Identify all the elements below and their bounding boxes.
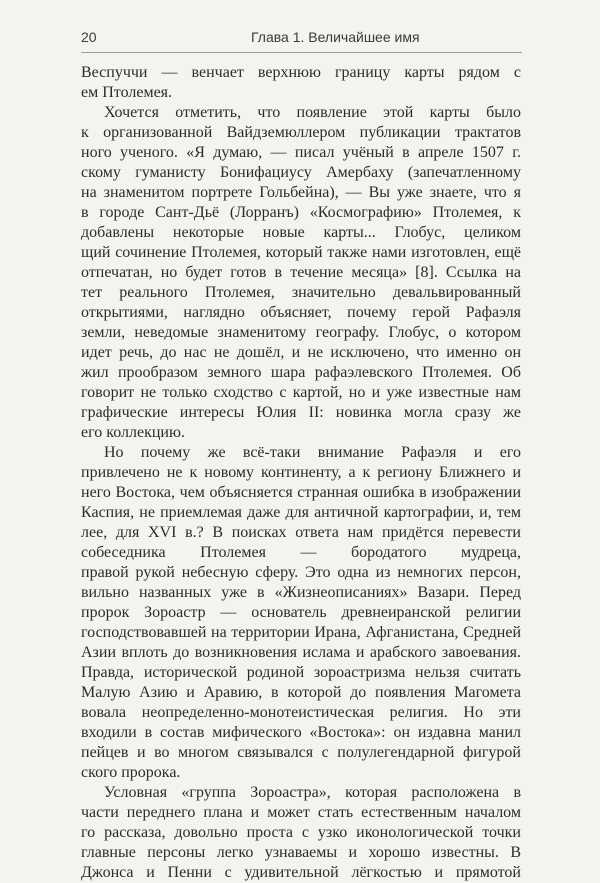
text-line: Малую Азию и Аравию, в которой до появления Магомета bbox=[81, 684, 521, 701]
text-line: скому гуманисту Бонифациусу Амербаху (запечатленному bbox=[81, 164, 521, 181]
text-line: Правда, исторической родиной зороастризма нельзя считать bbox=[81, 664, 521, 681]
text-line: на знаменитом портрете Гольбейна), — Вы уже знаете, что я bbox=[81, 184, 521, 201]
text-line: Хочется отметить, что появление этой карты было bbox=[104, 104, 521, 121]
text-line: господствовавшей на территории Ирана, Афганистана, Средней bbox=[81, 624, 521, 641]
header-rule bbox=[81, 52, 522, 53]
text-line: тет реального Птолемея, значительно девальвированный bbox=[81, 284, 521, 301]
text-line: идет речь, до нас не дошёл, и не исключено, что именно он bbox=[81, 344, 521, 361]
text-line: привлечено не к новому континенту, а к региону Ближнего и bbox=[81, 464, 521, 481]
chapter-title: Глава 1. Величайшее имя bbox=[251, 29, 420, 45]
text-line: лее, для XVI в.? В поисках ответа нам придётся перевести bbox=[81, 524, 521, 541]
text-line: пророк Зороастр — основатель древнеиранской религии bbox=[81, 604, 521, 621]
text-line: входили в состав мифического «Востока»: он издавна манил bbox=[81, 724, 521, 741]
text-line: Джонса и Пенни с удивительной лёгкостью и прямотой bbox=[81, 864, 521, 881]
text-line: го рассказа, довольно проста с узко иконологической точки bbox=[81, 824, 521, 841]
text-line: его коллекцию. bbox=[81, 424, 185, 441]
text-line: к организованной Вайдземюллером публикации трактатов bbox=[81, 124, 521, 141]
text-line: вильно названных уже в «Жизнеописаниях» Вазари. Перед bbox=[81, 584, 521, 601]
text-line: него Востока, чем объясняется странная ошибка в изображении bbox=[81, 484, 521, 501]
text-line: части переднего плана и может стать естественным началом bbox=[81, 804, 521, 821]
text-line: пейцев и во многом связывался с полулегендарной фигурой bbox=[81, 744, 521, 761]
running-head bbox=[81, 29, 522, 51]
text-line: правой рукой небесную сферу. Это одна из немногих персон, bbox=[81, 564, 521, 581]
text-line: графические интересы Юлия II: новинка могла сразу же bbox=[81, 404, 521, 421]
text-line: в городе Сант-Дьё (Лорранъ) «Космографию» Птолемея, к bbox=[81, 204, 521, 221]
text-line: ем Птолемея. bbox=[81, 84, 173, 101]
text-line: вовала неопределенно-монотеистическая религия. Но эти bbox=[81, 704, 521, 721]
text-line: Но почему же всё-таки внимание Рафаэля и его bbox=[104, 444, 521, 461]
body-text bbox=[81, 63, 521, 883]
text-line: Каспия, не приемлемая даже для античной картографии, и, тем bbox=[81, 504, 521, 521]
text-line: Условная «группа Зороастра», которая расположена в bbox=[104, 784, 521, 801]
text-line: ского пророка. bbox=[81, 764, 181, 781]
text-line: главные персоны легко узнаваемы и хорошо известны. В bbox=[81, 844, 521, 861]
text-line: добавлены некоторые новые карты... Глобус, целиком bbox=[81, 224, 521, 241]
text-line: отпечатан, но будет готов в течение месяца» [8]. Ссылка на bbox=[81, 264, 521, 281]
text-line: земли, неведомые знаменитому географу. Глобус, о котором bbox=[81, 324, 521, 341]
text-line: жил прообразом земного шара рафаэлевского Птолемея. Об bbox=[81, 364, 521, 381]
text-line: щий сочинение Птолемея, который также нами изготовлен, ещё bbox=[81, 244, 521, 261]
text-line: собеседника Птолемея — бородатого мудреца, bbox=[81, 544, 521, 561]
text-line: открытиями, наглядно объясняет, почему герой Рафаэля bbox=[81, 304, 521, 321]
text-line: Веспуччи — венчает верхнюю границу карты рядом с bbox=[81, 64, 521, 81]
text-line: ного ученого. «Я думаю, — писал учёный в апреле 1507 г. bbox=[81, 144, 521, 161]
text-line: Азии вплоть до возникновения ислама и арабского завоевания. bbox=[81, 644, 521, 661]
page-number: 20 bbox=[81, 29, 97, 45]
text-line: говорит не только сходство с картой, но и уже известные нам bbox=[81, 384, 521, 401]
